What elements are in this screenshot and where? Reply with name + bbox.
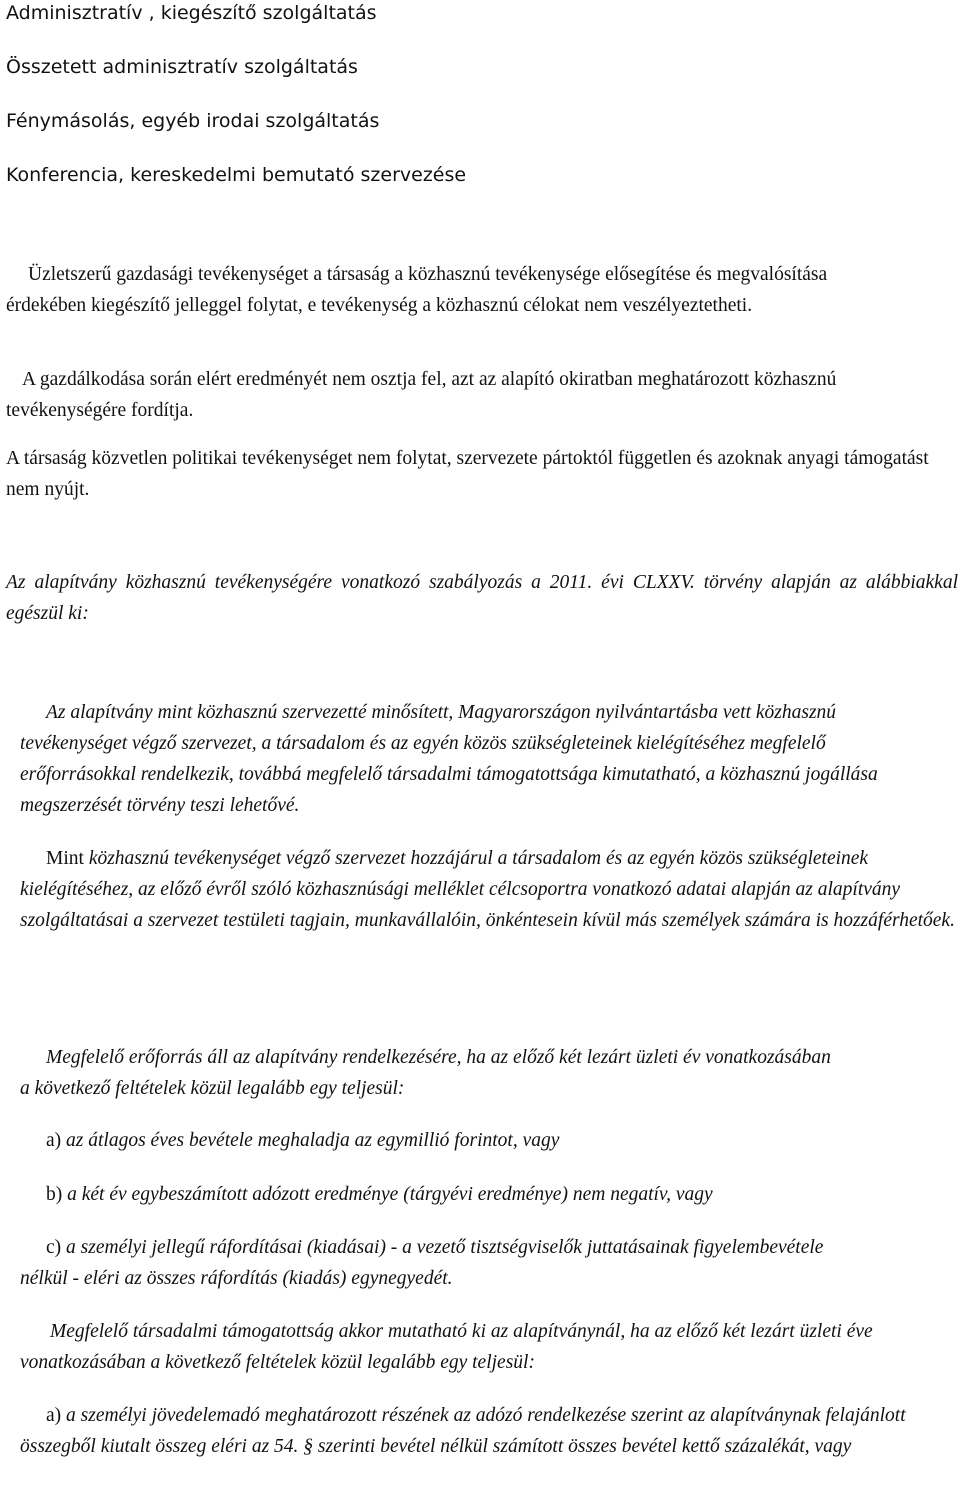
service-heading-2: Összetett adminisztratív szolgáltatás [6,56,358,78]
paragraph-business-activity: Üzletszerű gazdasági tevékenységet a társaság a közhasznú tevékenysége elősegítése és megvalósítása érdekében kiegészítő jelleggel folytat, e tevékenység a közhasznú célokat nem veszélyeztetheti. [6,264,828,316]
paragraph-lead-word: Mint [46,848,89,869]
paragraph-social-support-condition: Megfelelő társadalmi támogatottság akkor mutatható ki az alapítványnál, ha az előző két lezárt üzleti éve vonatkozásában a következő feltételek közül legalább egy teljesül: [20,1321,873,1373]
list-marker: c) [46,1237,67,1258]
list-item-b-result [46,1179,936,1210]
paragraph-public-benefit-status: Az alapítvány mint közhasznú szervezetté minősített, Magyarországon nyilvántartásba vett közhasznú tevékenységet végző szervezet, a társadalom és az egyén közös szükségleteinek kielégítéséhez megfelelő erőforrásokkal rendelkezik, továbbá megfelelő társadalmi támogatottsága kimutatható, a közhasznú jogállása megszerzését törvény teszi lehetővé. [20,702,878,816]
list-item-text: a két év egybeszámított adózott eredménye (tárgyévi eredménye) nem negatív, vagy [67,1184,713,1205]
paragraph-services-access [20,843,960,936]
paragraph-profit-use: A gazdálkodása során elért eredményét nem osztja fel, azt az alapító okiratban meghatározott közhasznú tevékenységére fordítja. [6,369,837,421]
paragraph-regulation-intro: Az alapítvány közhasznú tevékenységére vonatkozó szabályozás a 2011. évi CLXXV. törvény alapján az alábbiakkal egészül ki: [6,572,958,624]
list-item-text: az átlagos éves bevétele meghaladja az egymillió forintot, vagy [66,1130,560,1151]
list-item-c-personnel-costs [20,1232,840,1294]
service-heading-4: Konferencia, kereskedelmi bemutató szervezése [6,164,467,186]
paragraph-political-activity: A társaság közvetlen politikai tevékenységet nem folytat, szervezete pártoktól független és azoknak anyagi támogatást nem nyújt. [6,448,929,500]
service-heading-1: Adminisztratív , kiegészítő szolgáltatás [6,2,377,24]
list-marker: a) [46,1130,67,1151]
list-item-text: a személyi jövedelemadó meghatározott részének az adózó rendelkezése szerint az alapítványnak felajánlott összegből kiutalt összeg eléri az 54. § szerinti bevétel nélkül számított összes bevétel kettő százalékát, vagy [20,1405,906,1457]
list-marker: b) [46,1184,68,1205]
list-item-a-tax-allocation [20,1400,930,1462]
service-heading-3: Fénymásolás, egyéb irodai szolgáltatás [6,110,380,132]
paragraph-text: közhasznú tevékenységet végző szervezet hozzájárul a társadalom és az egyén közös szükségleteinek kielégítéséhez, az előző évről szóló közhasznúsági melléklet célcsoportra vonatkozó adatai alapján az alapítvány szolgáltatásai a szervezet testületi tagjain, munkavállalóin, önkéntesein kívül más személyek számára is hozzáférhetőek. [20,848,955,931]
list-item-a-revenue [46,1125,926,1156]
paragraph-resources-condition: Megfelelő erőforrás áll az alapítvány rendelkezésére, ha az előző két lezárt üzleti év vonatkozásában a következő feltételek közül legalább egy teljesül: [20,1047,831,1099]
list-marker: a) [46,1405,67,1426]
list-item-text: a személyi jellegű ráfordításai (kiadásai) - a vezető tisztségviselők juttatásainak figyelembevétele nélkül - eléri az összes ráfordítás (kiadás) egynegyedét. [20,1237,824,1289]
